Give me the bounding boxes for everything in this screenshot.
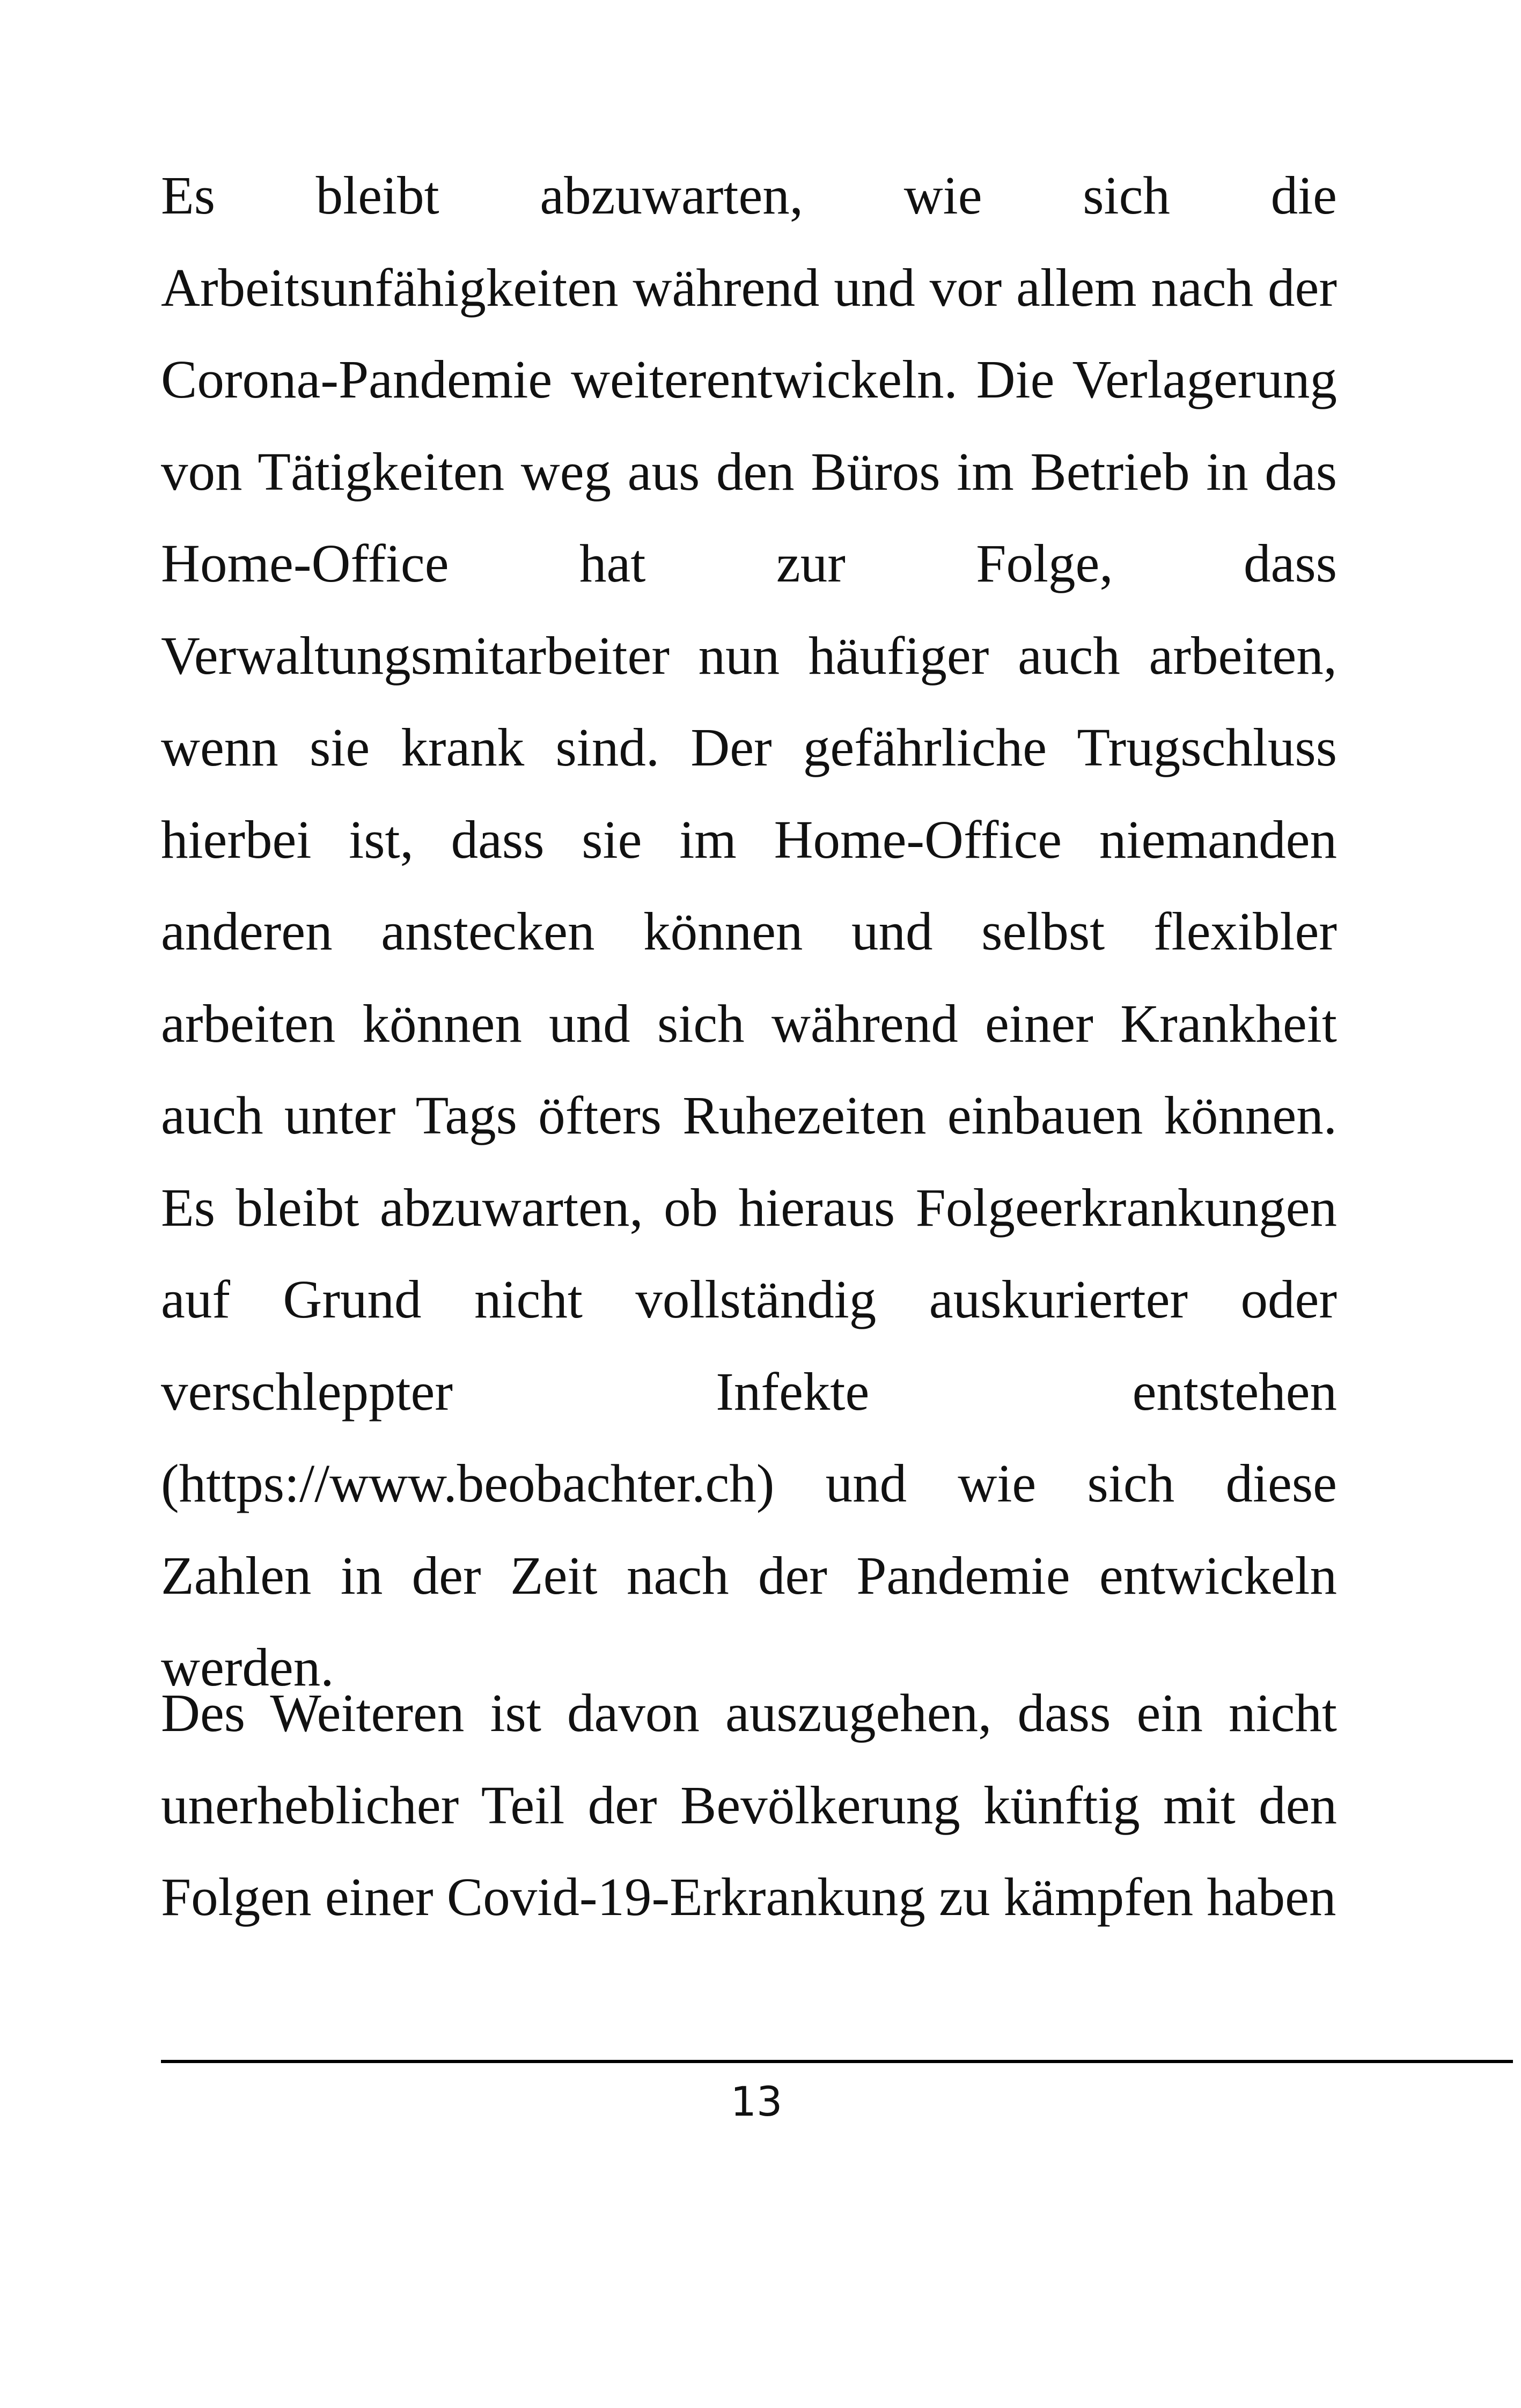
body-paragraph-1: Es bleibt abzuwarten, wie sich die Arbeitsunfähigkeiten während und vor allem nach der Corona-Pandemie weiterentwickeln. Die Verlagerung von Tätigkeiten weg aus den Büros im Betrieb in das Home-Office hat zur Folge, dass Verwaltungsmitarbeiter nun häufiger auch arbeiten, wenn sie krank sind. Der gefährliche Trugschluss hierbei ist, dass sie im Home-Office niemanden anderen anstecken können und selbst flexibler arbeiten können und sich während einer Krankheit auch unter Tags öfters Ruhezeiten einbauen können. Es bleibt abzuwarten, ob hieraus Folgeerkrankungen auf Grund nicht vollständig auskurierter oder verschleppter Infekte entstehen (https://www.beobachter.ch) und wie sich diese Zahlen in der Zeit nach der Pandemie entwickeln werden. [161, 165, 1337, 1697]
body-paragraph-2: Des Weiteren ist davon auszugehen, dass ein nicht unerheblicher Teil der Bevölkerung künftig mit den Folgen einer Covid-19-Erkrankung zu kämpfen haben [161, 1683, 1337, 1927]
footer-divider-accent [161, 2060, 268, 2063]
footer-divider [161, 2060, 1513, 2063]
page-number: 13 [730, 2078, 783, 2125]
